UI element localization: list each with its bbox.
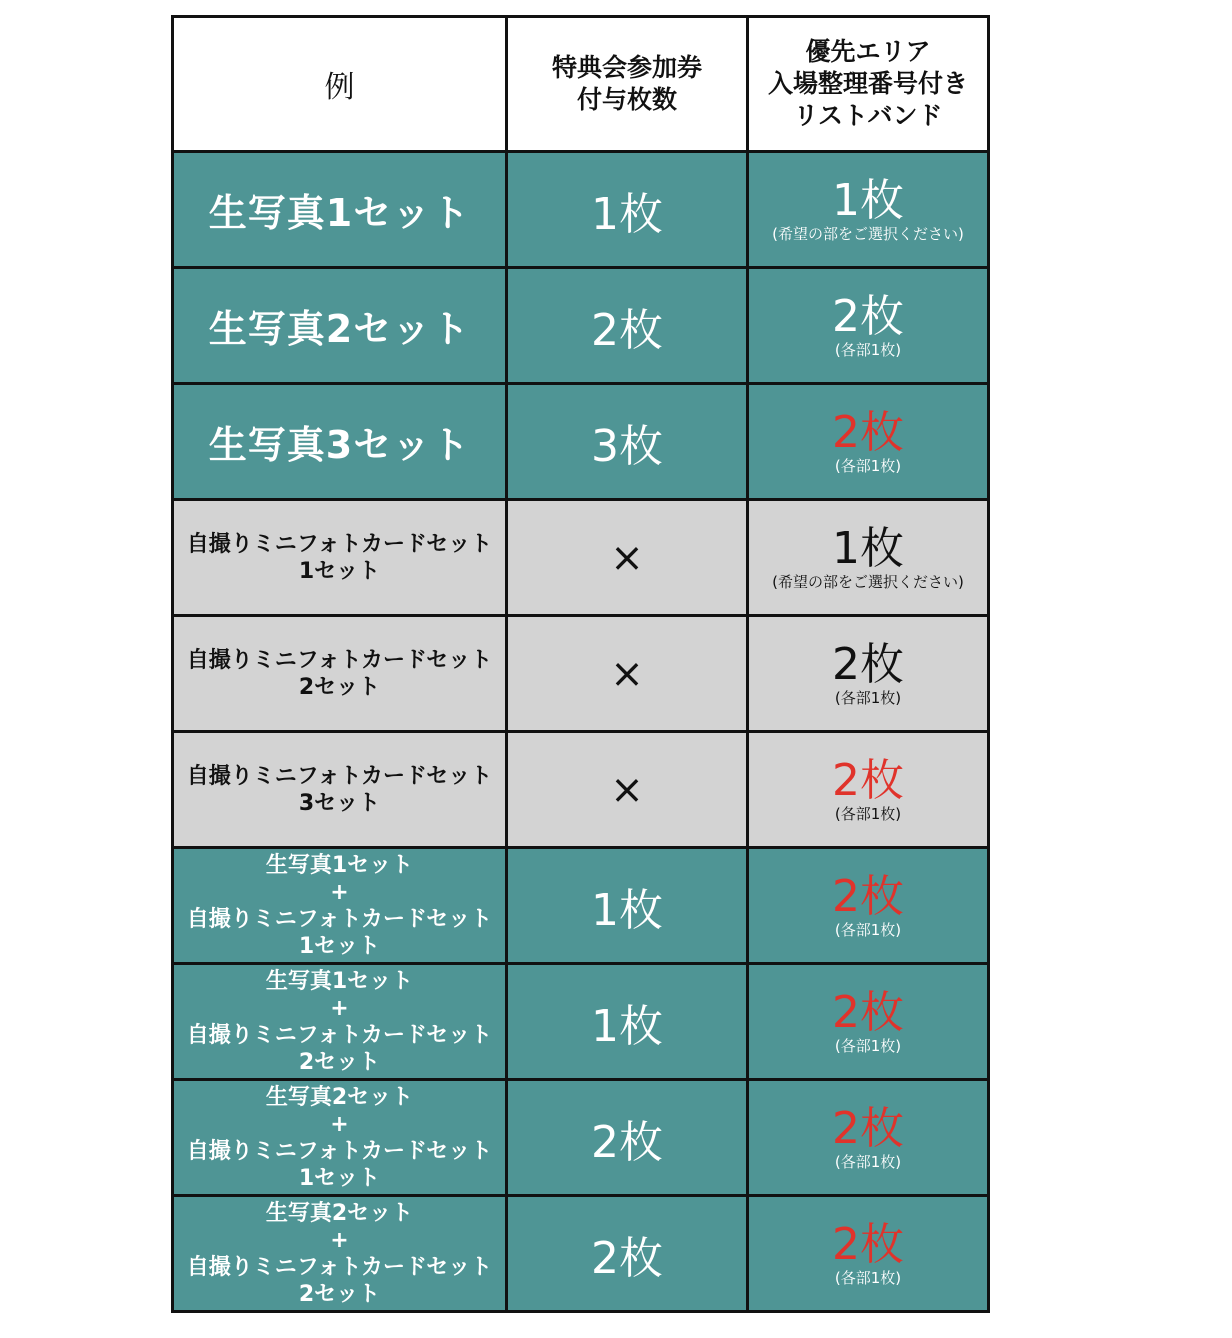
wristband-count: 2枚: [832, 406, 904, 458]
wristband-note: (各部1枚): [834, 804, 902, 823]
example-text: 生写真3セット: [208, 423, 471, 467]
ticket-count: 2枚: [591, 1116, 663, 1168]
header-wristband: [748, 17, 989, 152]
ticket-count-cell: [507, 848, 748, 964]
not-applicable-mark: ×: [610, 650, 644, 697]
wristband-note: (各部1枚): [834, 340, 902, 359]
example-text: 生写真2セット: [265, 1200, 414, 1226]
header-wristband-line: リストバンド: [793, 101, 943, 130]
example-text: 自撮りミニフォトカードセット: [186, 1022, 493, 1048]
header-row: [173, 17, 989, 152]
not-applicable-mark: ×: [610, 534, 644, 581]
table-row: [173, 616, 989, 732]
example-text: 自撮りミニフォトカードセット: [186, 1138, 493, 1164]
ticket-count-cell: [507, 268, 748, 384]
example-text: 自撮りミニフォトカードセット: [186, 763, 493, 789]
wristband-cell: [748, 500, 989, 616]
wristband-cell: [748, 268, 989, 384]
header-ticket-count: [507, 17, 748, 152]
example-cell: [173, 616, 507, 732]
example-text: 1セット: [298, 933, 381, 959]
ticket-count-cell: [507, 1080, 748, 1196]
wristband-count: 2枚: [832, 1102, 904, 1154]
example-cell: [173, 964, 507, 1080]
ticket-count: 3枚: [591, 420, 663, 472]
example-text: 3セット: [298, 790, 381, 816]
example-cell: [173, 732, 507, 848]
ticket-count-cell: [507, 616, 748, 732]
wristband-note: (希望の部をご選択ください): [772, 224, 964, 243]
example-text: 2セット: [298, 1281, 381, 1307]
ticket-count-cell: [507, 152, 748, 268]
table-row: [173, 732, 989, 848]
wristband-cell: [748, 1080, 989, 1196]
wristband-note: (各部1枚): [834, 688, 902, 707]
wristband-count: 2枚: [832, 290, 904, 342]
ticket-count: 1枚: [591, 188, 663, 240]
ticket-count: 2枚: [591, 1232, 663, 1284]
example-text: 自撮りミニフォトカードセット: [186, 906, 493, 932]
wristband-note: (各部1枚): [834, 1152, 902, 1171]
example-text: 自撮りミニフォトカードセット: [186, 647, 493, 673]
wristband-cell: [748, 616, 989, 732]
header-ticket-count-line: 特典会参加券: [551, 53, 702, 82]
example-cell: [173, 848, 507, 964]
table-row: [173, 1196, 989, 1312]
wristband-cell: [748, 848, 989, 964]
wristband-count: 2枚: [832, 638, 904, 690]
table-body: [173, 152, 989, 1312]
header-ticket-count-line: 付与枚数: [576, 85, 677, 114]
table-row: [173, 500, 989, 616]
header-wristband-line: 入場整理番号付き: [767, 69, 968, 98]
example-text: 2セット: [298, 1049, 381, 1075]
example-text: 自撮りミニフォトカードセット: [186, 531, 493, 557]
table-row: [173, 848, 989, 964]
example-text: 生写真1セット: [265, 968, 414, 994]
header-wristband-line: 優先エリア: [805, 37, 931, 66]
example-cell: [173, 384, 507, 500]
example-text: 生写真2セット: [208, 307, 471, 351]
wristband-cell: [748, 964, 989, 1080]
wristband-count: 2枚: [832, 870, 904, 922]
benefit-table: [171, 15, 990, 1313]
ticket-count-cell: [507, 1196, 748, 1312]
ticket-count-cell: [507, 732, 748, 848]
wristband-note: (各部1枚): [834, 920, 902, 939]
wristband-note: (各部1枚): [834, 1268, 902, 1287]
wristband-cell: [748, 732, 989, 848]
example-text: 2セット: [298, 674, 381, 700]
example-text: +: [330, 1111, 349, 1137]
wristband-count: 2枚: [832, 754, 904, 806]
example-text: 生写真1セット: [208, 191, 471, 235]
table-row: [173, 964, 989, 1080]
ticket-count-cell: [507, 500, 748, 616]
table-row: [173, 268, 989, 384]
wristband-count: 2枚: [832, 1218, 904, 1270]
wristband-cell: [748, 384, 989, 500]
example-cell: [173, 500, 507, 616]
table-row: [173, 384, 989, 500]
wristband-count: 1枚: [832, 522, 904, 574]
example-text: 生写真1セット: [265, 852, 414, 878]
not-applicable-mark: ×: [610, 766, 644, 813]
wristband-note: (希望の部をご選択ください): [772, 572, 964, 591]
ticket-count: 1枚: [591, 884, 663, 936]
table-row: [173, 152, 989, 268]
ticket-count-cell: [507, 384, 748, 500]
example-text: 生写真2セット: [265, 1084, 414, 1110]
wristband-cell: [748, 1196, 989, 1312]
header-example: 例: [173, 17, 507, 152]
wristband-note: (各部1枚): [834, 1036, 902, 1055]
example-text: +: [330, 995, 349, 1021]
example-text: +: [330, 1227, 349, 1253]
wristband-note: (各部1枚): [834, 456, 902, 475]
example-text: 自撮りミニフォトカードセット: [186, 1254, 493, 1280]
ticket-count: 1枚: [591, 1000, 663, 1052]
wristband-cell: [748, 152, 989, 268]
example-cell: [173, 1196, 507, 1312]
example-cell: [173, 268, 507, 384]
example-cell: [173, 1080, 507, 1196]
wristband-count: 1枚: [832, 174, 904, 226]
table-row: [173, 1080, 989, 1196]
ticket-count-cell: [507, 964, 748, 1080]
example-text: +: [330, 879, 349, 905]
example-text: 1セット: [298, 558, 381, 584]
wristband-count: 2枚: [832, 986, 904, 1038]
ticket-count: 2枚: [591, 304, 663, 356]
example-cell: [173, 152, 507, 268]
example-text: 1セット: [298, 1165, 381, 1191]
